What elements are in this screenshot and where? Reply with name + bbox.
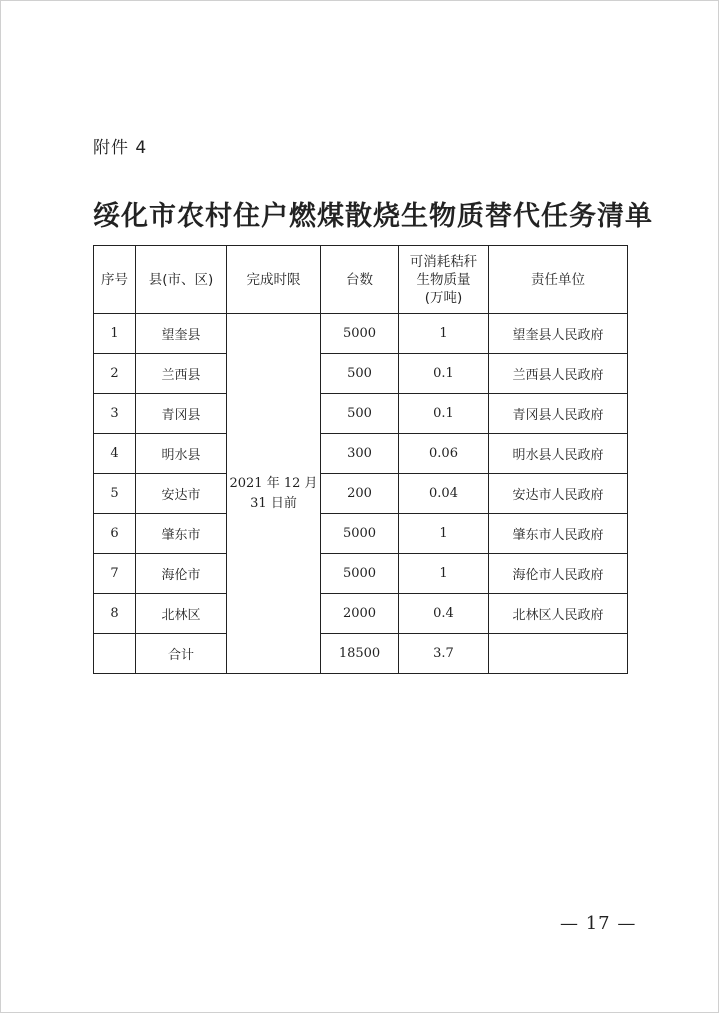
row-responsible: 肇东市人民政府 xyxy=(489,514,628,554)
row-county: 明水县 xyxy=(136,434,227,474)
row-county: 青冈县 xyxy=(136,394,227,434)
row-units: 300 xyxy=(321,434,399,474)
total-label: 合计 xyxy=(136,634,227,674)
row-responsible: 安达市人民政府 xyxy=(489,474,628,514)
row-county: 肇东市 xyxy=(136,514,227,554)
table-row xyxy=(94,354,628,394)
header-responsible: 责任单位 xyxy=(489,246,628,314)
row-responsible: 明水县人民政府 xyxy=(489,434,628,474)
row-units: 500 xyxy=(321,394,399,434)
header-seq: 序号 xyxy=(94,246,136,314)
deadline-line2: 31 日前 xyxy=(250,495,297,511)
row-biomass: 1 xyxy=(399,554,489,594)
row-responsible: 海伦市人民政府 xyxy=(489,554,628,594)
row-biomass: 1 xyxy=(399,514,489,554)
table-row xyxy=(94,474,628,514)
header-biomass-line2: 生物质量 xyxy=(416,271,471,288)
header-biomass xyxy=(399,246,489,314)
row-county: 安达市 xyxy=(136,474,227,514)
row-units: 2000 xyxy=(321,594,399,634)
row-units: 200 xyxy=(321,474,399,514)
deadline-line1: 2021 年 12 月 xyxy=(229,475,318,491)
total-units: 18500 xyxy=(321,634,399,674)
row-seq: 8 xyxy=(94,594,136,634)
page-number: — 17 — xyxy=(560,913,637,934)
deadline-cell xyxy=(227,314,321,674)
table-row xyxy=(94,394,628,434)
row-units: 5000 xyxy=(321,554,399,594)
row-seq: 1 xyxy=(94,314,136,354)
row-biomass: 0.1 xyxy=(399,394,489,434)
row-seq: 4 xyxy=(94,434,136,474)
row-responsible: 兰西县人民政府 xyxy=(489,354,628,394)
row-biomass: 1 xyxy=(399,314,489,354)
row-seq: 7 xyxy=(94,554,136,594)
header-biomass-line1: 可消耗秸秆 xyxy=(409,253,478,270)
row-units: 5000 xyxy=(321,514,399,554)
table-row xyxy=(94,314,628,354)
table-row xyxy=(94,554,628,594)
row-biomass: 0.4 xyxy=(399,594,489,634)
document-title: 绥化市农村住户燃煤散烧生物质替代任务清单 xyxy=(93,201,653,232)
row-county: 望奎县 xyxy=(136,314,227,354)
header-units: 台数 xyxy=(321,246,399,314)
row-seq: 5 xyxy=(94,474,136,514)
row-seq: 3 xyxy=(94,394,136,434)
total-biomass: 3.7 xyxy=(399,634,489,674)
table-total-row xyxy=(94,634,628,674)
header-biomass-line3: (万吨) xyxy=(424,289,463,306)
table-row xyxy=(94,514,628,554)
row-seq: 2 xyxy=(94,354,136,394)
header-county: 县(市、区) xyxy=(136,246,227,314)
row-county: 兰西县 xyxy=(136,354,227,394)
total-seq-empty xyxy=(94,634,136,674)
row-units: 5000 xyxy=(321,314,399,354)
table-header-row xyxy=(94,246,628,314)
row-county: 北林区 xyxy=(136,594,227,634)
row-responsible: 北林区人民政府 xyxy=(489,594,628,634)
header-deadline: 完成时限 xyxy=(227,246,321,314)
row-biomass: 0.06 xyxy=(399,434,489,474)
total-responsible-empty xyxy=(489,634,628,674)
row-responsible: 青冈县人民政府 xyxy=(489,394,628,434)
row-units: 500 xyxy=(321,354,399,394)
attachment-label: 附件 4 xyxy=(93,138,148,158)
row-seq: 6 xyxy=(94,514,136,554)
table-row xyxy=(94,434,628,474)
task-table xyxy=(93,245,628,674)
table-row xyxy=(94,594,628,634)
row-biomass: 0.1 xyxy=(399,354,489,394)
row-county: 海伦市 xyxy=(136,554,227,594)
row-responsible: 望奎县人民政府 xyxy=(489,314,628,354)
row-biomass: 0.04 xyxy=(399,474,489,514)
